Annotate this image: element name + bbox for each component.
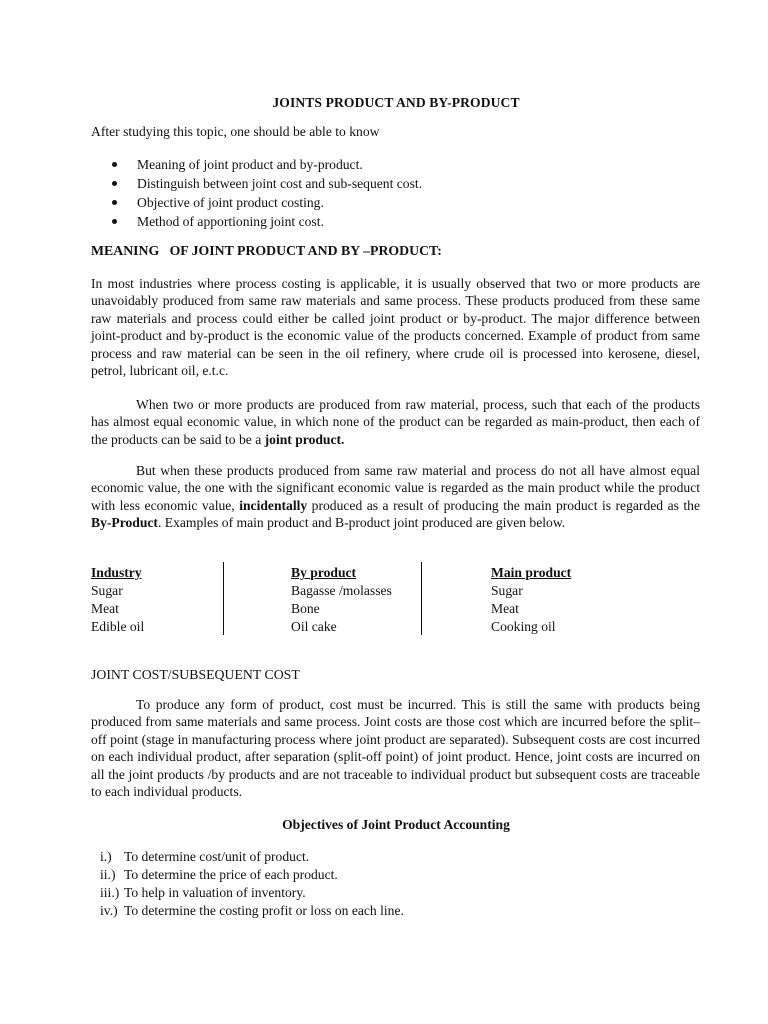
list-item: Distinguish between joint cost and sub-sequent cost. [91, 175, 422, 194]
paragraph-joint-cost: To produce any form of product, cost must be incurred. This is still the same with products being produced from same materials and same process. Joint costs are those cost which are incurred before the split–off point (stage in manufacturing process where joint product are separated). Subsequent costs are cost incurred on each individual product, after separation (split-off point) of joint product. Hence, joint costs are incurred on all the joint products /by products and are not traceable to individual product but subsequent costs are traceable to each individual products. [91, 697, 700, 800]
section-heading-joint-cost: JOINT COST/SUBSEQUENT COST [91, 667, 300, 682]
table-column-main-product [491, 564, 571, 636]
table-header: Main product [491, 565, 572, 580]
table-cell: Bone [291, 601, 320, 616]
table-column-by-product [291, 564, 392, 636]
list-item: Meaning of joint product and by-product. [91, 156, 422, 175]
paragraph-meaning: In most industries where process costing is applicable, it is usually observed that two or more products are unavoidably produced from same raw materials and same process. These products produced from these same raw materials and process could either be called joint product or by-product. The major difference between joint-product and by-product is the economic value of the products concerned. Example of product from same process and raw material can be seen in the oil refinery, where crude oil is processed into kerosene, diesel, petrol, lubricant oil, e.t.c. [91, 276, 700, 379]
list-item: ii.) To determine the price of each product. [100, 867, 338, 882]
column-divider [223, 562, 224, 635]
intro-text: After studying this topic, one should be able to know [91, 124, 380, 139]
list-item: iii.) To help in valuation of inventory. [100, 885, 306, 900]
objectives-list [100, 848, 404, 920]
learning-objectives-list [91, 156, 422, 232]
table-header: By product [291, 565, 357, 580]
objectives-heading: Objectives of Joint Product Accounting [282, 817, 510, 832]
table-cell: Cooking oil [491, 619, 556, 634]
bullet-icon [112, 181, 117, 186]
table-cell: Meat [91, 601, 119, 616]
list-item: Method of apportioning joint cost. [91, 213, 422, 232]
table-column-industry [91, 564, 144, 636]
table-cell: Oil cake [291, 619, 337, 634]
column-divider [421, 562, 422, 635]
bullet-icon [112, 162, 117, 167]
bullet-icon [112, 219, 117, 224]
table-cell: Sugar [491, 583, 523, 598]
bullet-icon [112, 200, 117, 205]
section-heading-meaning: MEANING OF JOINT PRODUCT AND BY –PRODUCT: [91, 243, 442, 258]
list-item: Objective of joint product costing. [91, 194, 422, 213]
table-cell: Edible oil [91, 619, 145, 634]
list-item: i.) To determine cost/unit of product. [100, 849, 310, 864]
table-header: Industry [91, 565, 142, 580]
table-cell: Meat [491, 601, 519, 616]
page-title: JOINTS PRODUCT AND BY-PRODUCT [272, 95, 520, 110]
list-item: iv.) To determine the costing profit or loss on each line. [100, 903, 404, 918]
table-cell: Bagasse /molasses [291, 583, 392, 598]
paragraph-joint-product: When two or more products are produced from raw material, process, such that each of the products has almost equal economic value, in which none of the product can be regarded as main-product, then each of the products can be said to be a joint product. [91, 397, 700, 447]
table-cell: Sugar [91, 583, 123, 598]
paragraph-by-product: But when these products produced from same raw material and process do not all have almost equal economic value, the one with the significant economic value is regarded as the main product while the product with less economic value, incidentally produced as a result of producing the main product is regarded as the By-Product. Examples of main product and B-product joint produced are given below. [91, 463, 700, 531]
